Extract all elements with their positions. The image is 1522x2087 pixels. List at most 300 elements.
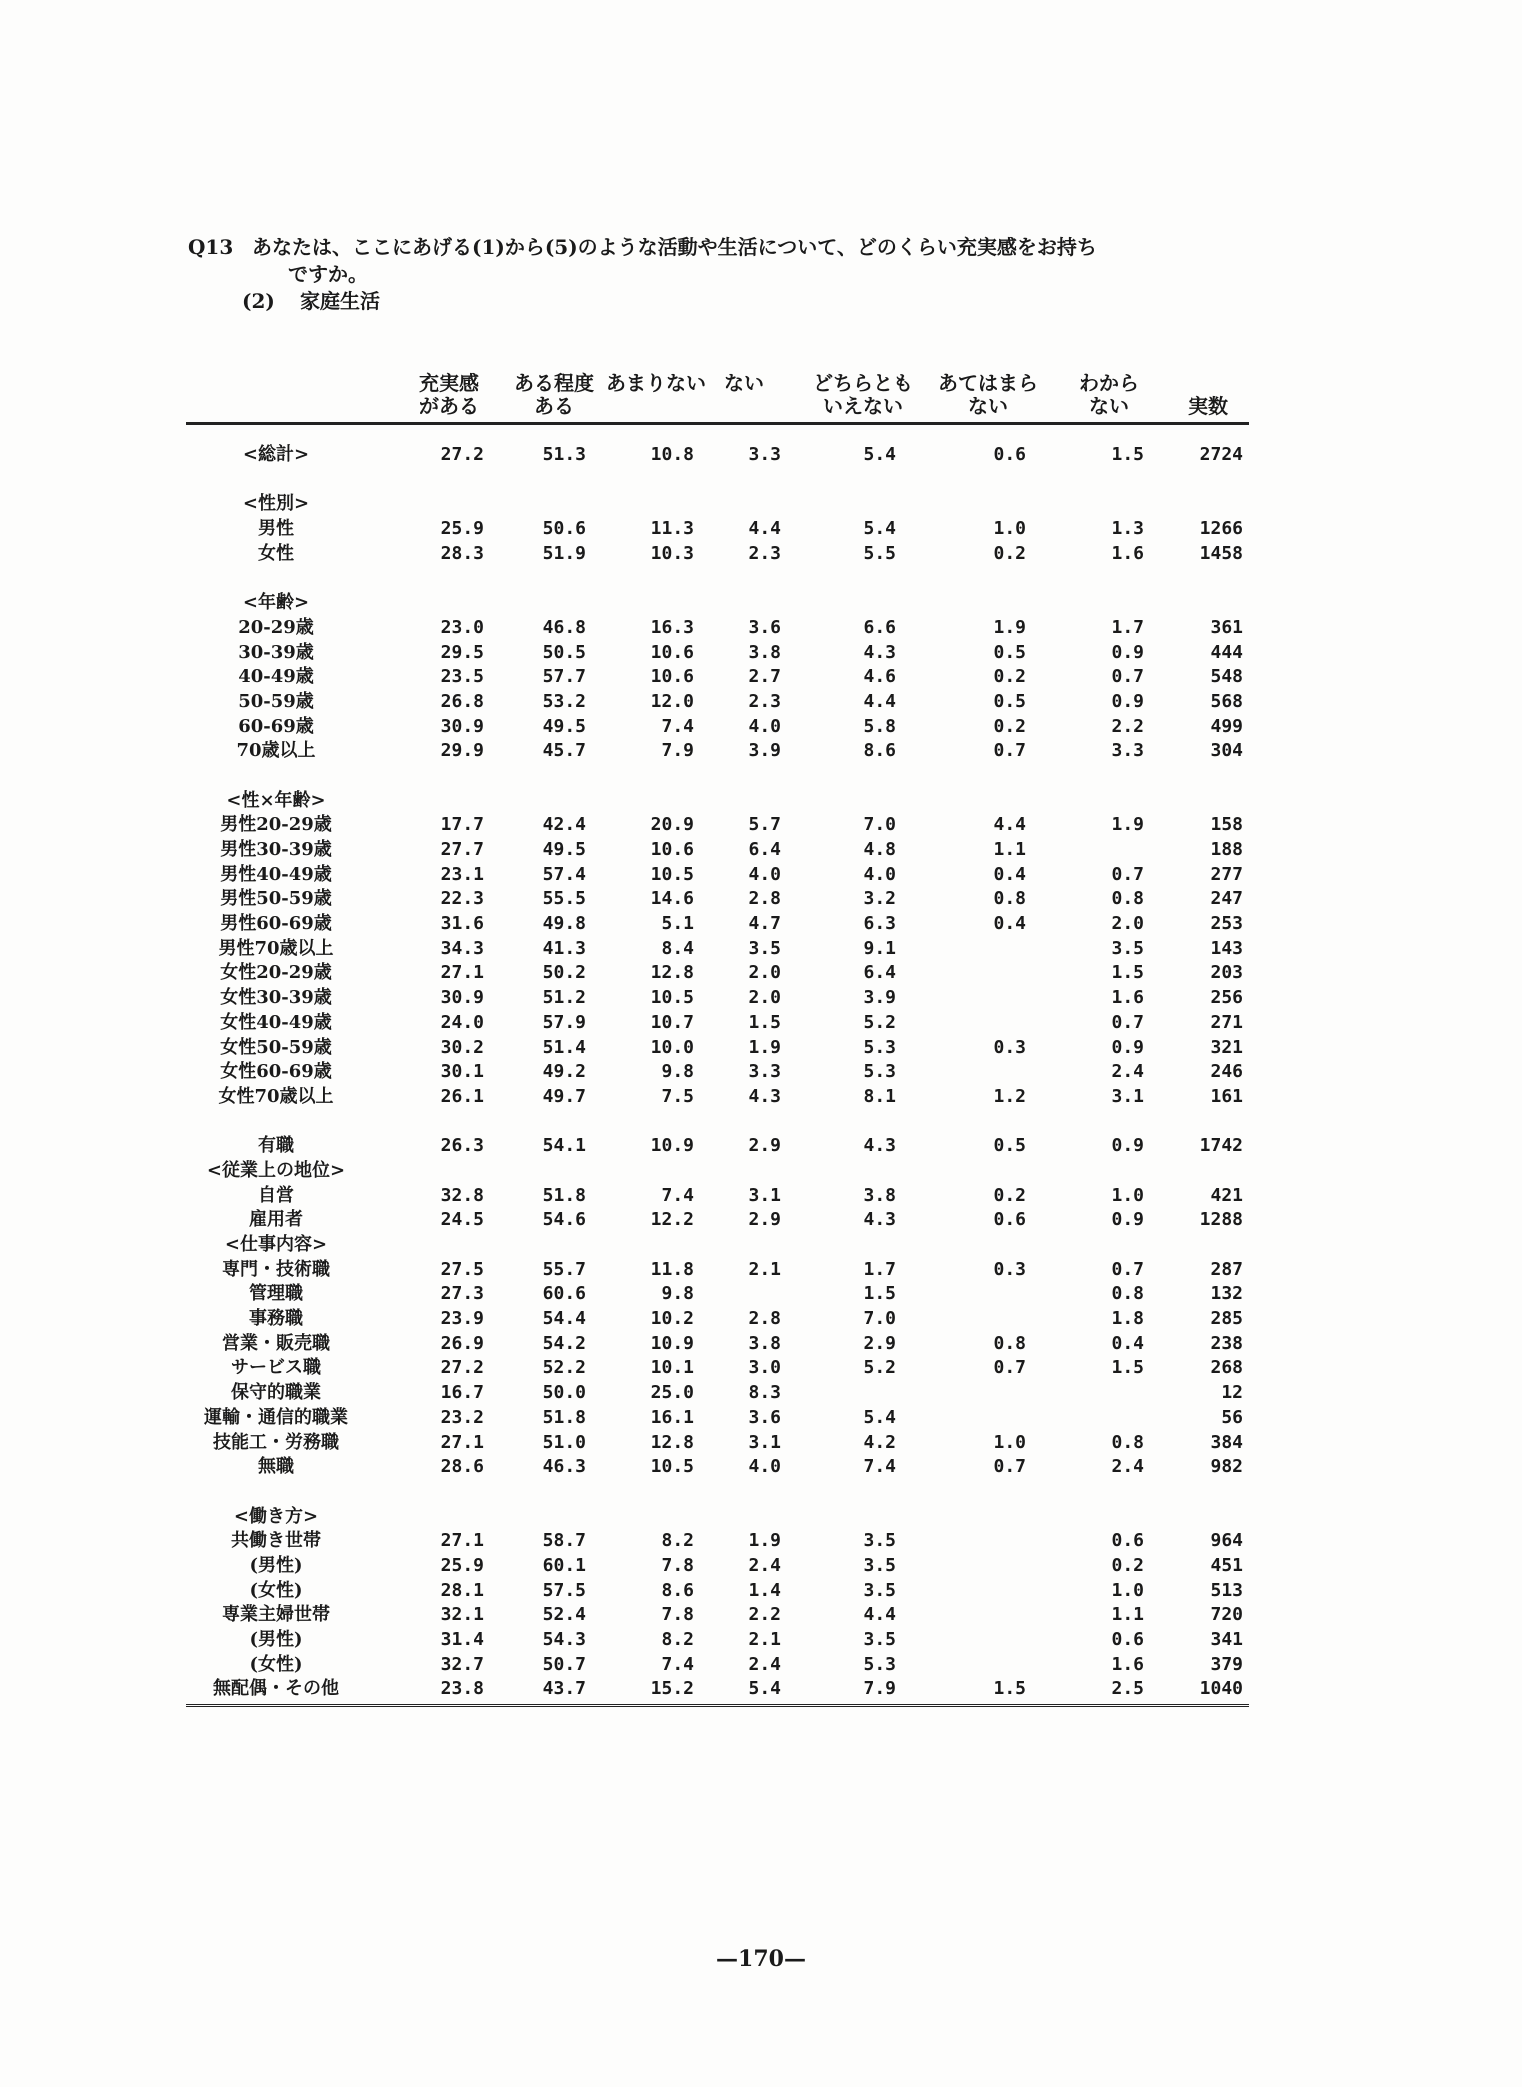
cell-percent: 12.8	[650, 1431, 694, 1453]
cell-percent: 7.8	[661, 1604, 694, 1626]
group-heading-row	[186, 1233, 1249, 1258]
cell-count: 247	[1210, 888, 1243, 910]
cell-count: 341	[1210, 1629, 1243, 1650]
cell-percent: 1.9	[748, 1530, 781, 1552]
table-row	[186, 1307, 1249, 1332]
row-label: 無配偶・その他	[213, 1678, 339, 1700]
cell-percent: 1.1	[993, 839, 1026, 860]
cell-count: 361	[1210, 616, 1243, 638]
cell-percent: 1.2	[993, 1085, 1026, 1107]
cell-percent: 1.5	[748, 1011, 781, 1033]
cell-percent: 30.9	[440, 987, 484, 1009]
cell-percent: 1.5	[1111, 962, 1144, 984]
question-line-1	[188, 234, 1288, 261]
row-label: 保守的職業	[231, 1382, 321, 1404]
cell-count: 161	[1210, 1085, 1243, 1107]
cell-percent: 0.2	[993, 715, 1026, 737]
cell-percent: 10.8	[650, 444, 694, 465]
cell-percent: 23.5	[440, 666, 484, 688]
table-row	[186, 887, 1249, 912]
cell-percent: 23.1	[440, 863, 484, 885]
cell-percent: 27.2	[440, 1357, 484, 1379]
cell-percent: 3.5	[863, 1629, 896, 1650]
cell-percent: 41.3	[542, 937, 586, 959]
cell-percent: 9.1	[863, 937, 896, 959]
cell-percent: 3.9	[748, 740, 781, 762]
cell-percent: 0.6	[993, 444, 1026, 465]
table-row	[186, 1282, 1249, 1307]
cell-percent: 5.7	[748, 814, 781, 836]
row-label: サービス職	[231, 1357, 321, 1379]
cell-percent: 2.2	[1111, 715, 1144, 737]
cell-percent: 3.5	[863, 1554, 896, 1576]
cell-percent: 14.6	[650, 888, 694, 910]
cell-percent: 4.3	[863, 1209, 896, 1231]
cell-percent: 57.7	[542, 666, 586, 688]
cell-percent: 26.9	[440, 1332, 484, 1354]
cell-percent: 5.5	[863, 542, 896, 564]
cell-percent: 0.7	[1111, 1258, 1144, 1280]
cell-percent: 0.2	[1111, 1554, 1144, 1576]
cell-percent: 0.2	[993, 666, 1026, 688]
cell-percent: 27.1	[440, 962, 484, 984]
cell-percent: 55.5	[542, 888, 586, 910]
cell-percent: 1.6	[1111, 987, 1144, 1009]
cell-percent: 28.6	[440, 1456, 484, 1478]
cell-percent: 8.3	[748, 1382, 781, 1404]
cell-percent: 4.3	[748, 1085, 781, 1107]
cell-count: 188	[1210, 839, 1243, 860]
row-label: 有職	[258, 1135, 294, 1157]
cell-percent: 32.8	[440, 1184, 484, 1206]
cell-percent: 54.4	[542, 1308, 586, 1330]
group-heading-row	[186, 1159, 1249, 1184]
cell-count: 2724	[1199, 444, 1243, 465]
cell-percent: 10.6	[650, 666, 694, 688]
row-label: 20-29歳	[238, 616, 314, 638]
cell-percent: 0.7	[993, 740, 1026, 762]
cell-count: 203	[1210, 962, 1243, 984]
group-heading: <性別>	[242, 493, 310, 515]
cell-count: 285	[1210, 1308, 1243, 1330]
cell-percent: 15.2	[650, 1678, 694, 1700]
cell-percent: 51.9	[542, 542, 586, 564]
cell-percent: 2.9	[748, 1209, 781, 1231]
cell-percent: 17.7	[440, 814, 484, 836]
table-row	[186, 690, 1249, 715]
cell-percent: 1.9	[993, 616, 1026, 638]
cell-percent: 0.9	[1111, 1135, 1144, 1157]
cell-percent: 5.4	[863, 1406, 896, 1428]
cell-percent: 3.9	[863, 987, 896, 1009]
cell-percent: 10.0	[650, 1036, 694, 1058]
cell-count: 421	[1210, 1184, 1243, 1206]
cell-percent: 20.9	[650, 814, 694, 836]
cell-percent: 2.9	[863, 1332, 896, 1354]
row-label: 自営	[258, 1184, 294, 1206]
cell-percent: 22.3	[440, 888, 484, 910]
cell-percent: 8.1	[863, 1085, 896, 1107]
cell-percent: 3.8	[748, 641, 781, 663]
row-label: 共働き世帯	[231, 1530, 321, 1552]
cell-percent: 2.0	[1111, 913, 1144, 935]
cell-percent: 3.6	[748, 616, 781, 638]
cell-percent: 5.3	[863, 1061, 896, 1083]
subtitle-number: (2)	[242, 289, 275, 313]
cell-percent: 1.0	[1111, 1184, 1144, 1206]
cell-percent: 5.3	[863, 1653, 896, 1675]
cell-percent: 51.3	[542, 444, 586, 465]
cell-percent: 7.4	[661, 1184, 694, 1206]
row-label: 営業・販売職	[222, 1332, 330, 1354]
column-header-line-2: 実数	[1188, 394, 1228, 418]
cell-percent: 52.2	[542, 1357, 586, 1379]
cell-percent: 4.0	[748, 1456, 781, 1478]
cell-percent: 1.9	[1111, 814, 1144, 836]
group-heading: <働き方>	[233, 1505, 319, 1527]
row-gap	[186, 764, 1249, 789]
cell-percent: 16.7	[440, 1382, 484, 1404]
cell-percent: 2.7	[748, 666, 781, 688]
cell-percent: 25.9	[440, 518, 484, 540]
row-label: 男性60-69歳	[220, 913, 332, 935]
cell-percent: 0.2	[993, 542, 1026, 564]
cell-percent: 0.4	[1111, 1332, 1144, 1354]
row-label: 女性70歳以上	[218, 1085, 334, 1107]
cell-percent: 4.7	[748, 913, 781, 935]
table-row	[186, 1258, 1249, 1283]
cell-percent: 3.5	[1111, 937, 1144, 959]
group-heading: <性×年齢>	[226, 789, 326, 811]
column-header	[1064, 372, 1154, 418]
row-label: (男性)	[249, 1629, 303, 1650]
cell-percent: 2.5	[1111, 1678, 1144, 1700]
question-block	[188, 234, 1288, 315]
column-header-line-2: ある	[534, 394, 574, 418]
column-header	[798, 372, 928, 418]
row-label: 女性40-49歳	[220, 1011, 332, 1033]
cell-percent: 10.9	[650, 1135, 694, 1157]
cell-percent: 4.2	[863, 1431, 896, 1453]
column-header	[499, 372, 609, 418]
cell-percent: 10.7	[650, 1011, 694, 1033]
cell-percent: 2.1	[748, 1258, 781, 1280]
table-row	[186, 542, 1249, 567]
cell-percent: 3.5	[863, 1579, 896, 1601]
cell-percent: 27.1	[440, 1431, 484, 1453]
column-header-line-1: あてはまら	[938, 371, 1038, 395]
table-row	[186, 1332, 1249, 1357]
cell-count: 277	[1210, 863, 1243, 885]
subtitle-text: 家庭生活	[300, 289, 380, 313]
cell-percent: 1.6	[1111, 542, 1144, 564]
cell-count: 964	[1210, 1530, 1243, 1552]
row-gap	[186, 1480, 1249, 1505]
row-label: 雇用者	[249, 1209, 303, 1231]
cell-percent: 10.2	[650, 1308, 694, 1330]
table-row	[186, 1134, 1249, 1159]
column-header	[596, 372, 716, 418]
cell-percent: 42.4	[542, 814, 586, 836]
cell-count: 304	[1210, 740, 1243, 762]
cell-count: 132	[1210, 1283, 1243, 1305]
cell-percent: 0.6	[1111, 1530, 1144, 1552]
cell-percent: 1.5	[863, 1283, 896, 1305]
cell-count: 1458	[1199, 542, 1243, 564]
cell-percent: 2.3	[748, 542, 781, 564]
cell-count: 1288	[1199, 1209, 1243, 1231]
cell-percent: 1.5	[993, 1678, 1026, 1700]
table-row	[186, 912, 1249, 937]
cell-percent: 8.4	[661, 937, 694, 959]
row-label: 女性20-29歳	[220, 962, 332, 984]
cell-percent: 0.9	[1111, 690, 1144, 712]
table-row	[186, 1653, 1249, 1678]
column-header-line-1: 充実感	[419, 371, 479, 395]
column-header-line-1: ある程度	[514, 371, 594, 395]
table-row	[186, 937, 1249, 962]
cell-percent: 0.8	[1111, 888, 1144, 910]
cell-percent: 4.4	[993, 814, 1026, 836]
group-heading-row	[186, 789, 1249, 814]
row-label: 専業主婦世帯	[222, 1604, 330, 1626]
cell-percent: 0.4	[993, 863, 1026, 885]
table-row	[186, 1406, 1249, 1431]
row-label: (女性)	[249, 1579, 303, 1601]
column-header-line-1: ない	[724, 371, 764, 395]
cell-count: 720	[1210, 1604, 1243, 1626]
table-row	[186, 1208, 1249, 1233]
cell-percent: 50.6	[542, 518, 586, 540]
question-number: Q13	[188, 235, 234, 259]
row-label: 男性	[258, 518, 294, 540]
column-header-line-2: いえない	[823, 394, 903, 418]
row-label: 男性70歳以上	[218, 937, 334, 959]
cell-percent: 0.6	[1111, 1629, 1144, 1650]
column-header	[1168, 372, 1248, 418]
table-header	[186, 360, 1249, 425]
cell-percent: 43.7	[542, 1678, 586, 1700]
row-label: (女性)	[249, 1653, 303, 1675]
cell-percent: 7.0	[863, 814, 896, 836]
cell-percent: 10.3	[650, 542, 694, 564]
cell-percent: 46.8	[542, 616, 586, 638]
cell-percent: 4.4	[863, 1604, 896, 1626]
cell-percent: 4.4	[863, 690, 896, 712]
cell-count: 271	[1210, 1011, 1243, 1033]
question-subtitle	[188, 288, 1288, 315]
cell-percent: 2.4	[748, 1653, 781, 1675]
cell-percent: 51.8	[542, 1406, 586, 1428]
column-header-line-2	[596, 395, 716, 418]
group-heading: <年齢>	[242, 592, 310, 614]
cell-percent: 2.8	[748, 1308, 781, 1330]
cell-percent: 8.2	[661, 1530, 694, 1552]
cell-percent: 3.3	[748, 444, 781, 465]
row-label: 男性40-49歳	[220, 863, 332, 885]
cell-percent: 10.6	[650, 839, 694, 860]
cell-percent: 3.6	[748, 1406, 781, 1428]
cell-percent: 25.9	[440, 1554, 484, 1576]
row-label: 女性	[258, 542, 294, 564]
cell-percent: 50.7	[542, 1653, 586, 1675]
column-header	[709, 372, 779, 418]
cell-percent: 1.0	[1111, 1579, 1144, 1601]
column-header-line-1	[1168, 372, 1248, 395]
cell-percent: 57.4	[542, 863, 586, 885]
cell-count: 56	[1221, 1406, 1243, 1428]
cell-percent: 5.1	[661, 913, 694, 935]
row-label: 女性30-39歳	[220, 987, 332, 1009]
cell-count: 287	[1210, 1258, 1243, 1280]
cell-count: 256	[1210, 987, 1243, 1009]
cell-percent: 2.0	[748, 987, 781, 1009]
cell-percent: 3.5	[748, 937, 781, 959]
cell-percent: 29.9	[440, 740, 484, 762]
cell-percent: 6.4	[863, 962, 896, 984]
cell-percent: 50.0	[542, 1382, 586, 1404]
row-label: 専門・技術職	[222, 1258, 330, 1280]
cell-percent: 12.8	[650, 962, 694, 984]
table-row	[186, 1381, 1249, 1406]
cell-percent: 12.0	[650, 690, 694, 712]
cell-percent: 16.1	[650, 1406, 694, 1428]
cell-count: 1040	[1199, 1678, 1243, 1700]
cell-percent: 49.7	[542, 1085, 586, 1107]
table-row	[186, 1628, 1249, 1653]
table-row	[186, 1036, 1249, 1061]
cell-percent: 4.0	[748, 863, 781, 885]
table-row	[186, 1677, 1249, 1702]
cell-percent: 2.0	[748, 962, 781, 984]
row-label: 男性30-39歳	[220, 839, 332, 860]
cell-percent: 7.0	[863, 1308, 896, 1330]
cell-percent: 3.1	[748, 1431, 781, 1453]
table-bottom-rule	[186, 1704, 1249, 1711]
cell-percent: 26.1	[440, 1085, 484, 1107]
row-label: 技能工・労務職	[213, 1431, 339, 1453]
cell-count: 548	[1210, 666, 1243, 688]
cell-percent: 4.3	[863, 1135, 896, 1157]
cell-count: 253	[1210, 913, 1243, 935]
row-label: 無職	[258, 1456, 294, 1478]
cell-percent: 0.7	[993, 1456, 1026, 1478]
row-gap	[186, 468, 1249, 493]
cell-percent: 49.5	[542, 839, 586, 860]
row-label: 男性50-59歳	[220, 888, 332, 910]
group-heading: <従業上の地位>	[206, 1159, 346, 1181]
table-row	[186, 715, 1249, 740]
table-row	[186, 1356, 1249, 1381]
cell-percent: 52.4	[542, 1604, 586, 1626]
cell-percent: 1.0	[993, 1431, 1026, 1453]
cell-count: 499	[1210, 715, 1243, 737]
cell-percent: 30.1	[440, 1061, 484, 1083]
cell-percent: 32.1	[440, 1604, 484, 1626]
column-header-line-1: どちらとも	[813, 371, 913, 395]
cell-percent: 2.1	[748, 1629, 781, 1650]
table-row	[186, 1085, 1249, 1110]
cell-percent: 1.0	[993, 518, 1026, 540]
cell-percent: 31.4	[440, 1629, 484, 1650]
cell-percent: 31.6	[440, 913, 484, 935]
cell-percent: 0.9	[1111, 1036, 1144, 1058]
column-header-line-2: がある	[419, 394, 479, 418]
row-label: 運輸・通信的職業	[204, 1406, 348, 1428]
table-row	[186, 838, 1249, 863]
cell-percent: 4.4	[748, 518, 781, 540]
cell-percent: 7.5	[661, 1085, 694, 1107]
cell-percent: 0.9	[1111, 641, 1144, 663]
cell-percent: 5.4	[863, 444, 896, 465]
cell-percent: 23.8	[440, 1678, 484, 1700]
cell-percent: 49.5	[542, 715, 586, 737]
cell-percent: 2.8	[748, 888, 781, 910]
cell-percent: 6.3	[863, 913, 896, 935]
cell-percent: 0.6	[993, 1209, 1026, 1231]
cell-percent: 10.5	[650, 987, 694, 1009]
cell-percent: 5.4	[863, 518, 896, 540]
cell-percent: 3.0	[748, 1357, 781, 1379]
cell-percent: 7.4	[863, 1456, 896, 1478]
cell-count: 158	[1210, 814, 1243, 836]
row-label: 30-39歳	[238, 641, 314, 663]
cell-percent: 1.5	[1111, 444, 1144, 465]
table-row	[186, 1579, 1249, 1604]
cell-count: 451	[1210, 1554, 1243, 1576]
cell-percent: 27.3	[440, 1283, 484, 1305]
cell-percent: 54.6	[542, 1209, 586, 1231]
table-row	[186, 1184, 1249, 1209]
cell-percent: 23.9	[440, 1308, 484, 1330]
cell-percent: 54.2	[542, 1332, 586, 1354]
cell-percent: 24.5	[440, 1209, 484, 1231]
row-label: 事務職	[249, 1308, 303, 1330]
row-label: <総計>	[242, 444, 310, 465]
cell-percent: 8.2	[661, 1629, 694, 1650]
cell-percent: 27.1	[440, 1530, 484, 1552]
cell-percent: 10.9	[650, 1332, 694, 1354]
cell-percent: 10.6	[650, 641, 694, 663]
row-label: 男性20-29歳	[220, 814, 332, 836]
row-label: 女性50-59歳	[220, 1036, 332, 1058]
cell-percent: 6.6	[863, 616, 896, 638]
cell-count: 1742	[1199, 1135, 1243, 1157]
cell-percent: 2.3	[748, 690, 781, 712]
cell-percent: 27.2	[440, 444, 484, 465]
row-label: 管理職	[249, 1283, 303, 1305]
cell-percent: 50.2	[542, 962, 586, 984]
cell-percent: 10.1	[650, 1357, 694, 1379]
cell-percent: 3.8	[863, 1184, 896, 1206]
cell-percent: 5.8	[863, 715, 896, 737]
cell-percent: 0.8	[993, 888, 1026, 910]
table-row	[186, 961, 1249, 986]
cell-percent: 2.4	[1111, 1456, 1144, 1478]
cell-percent: 1.7	[863, 1258, 896, 1280]
column-header	[923, 372, 1053, 418]
cell-percent: 12.2	[650, 1209, 694, 1231]
row-label: 50-59歳	[238, 690, 314, 712]
table-row	[186, 863, 1249, 888]
table-row	[186, 443, 1249, 468]
cell-percent: 4.0	[748, 715, 781, 737]
cell-percent: 7.9	[661, 740, 694, 762]
cell-percent: 30.2	[440, 1036, 484, 1058]
table-row	[186, 616, 1249, 641]
column-header-line-2: ない	[1089, 394, 1129, 418]
page-number: —170—	[716, 1946, 806, 1972]
